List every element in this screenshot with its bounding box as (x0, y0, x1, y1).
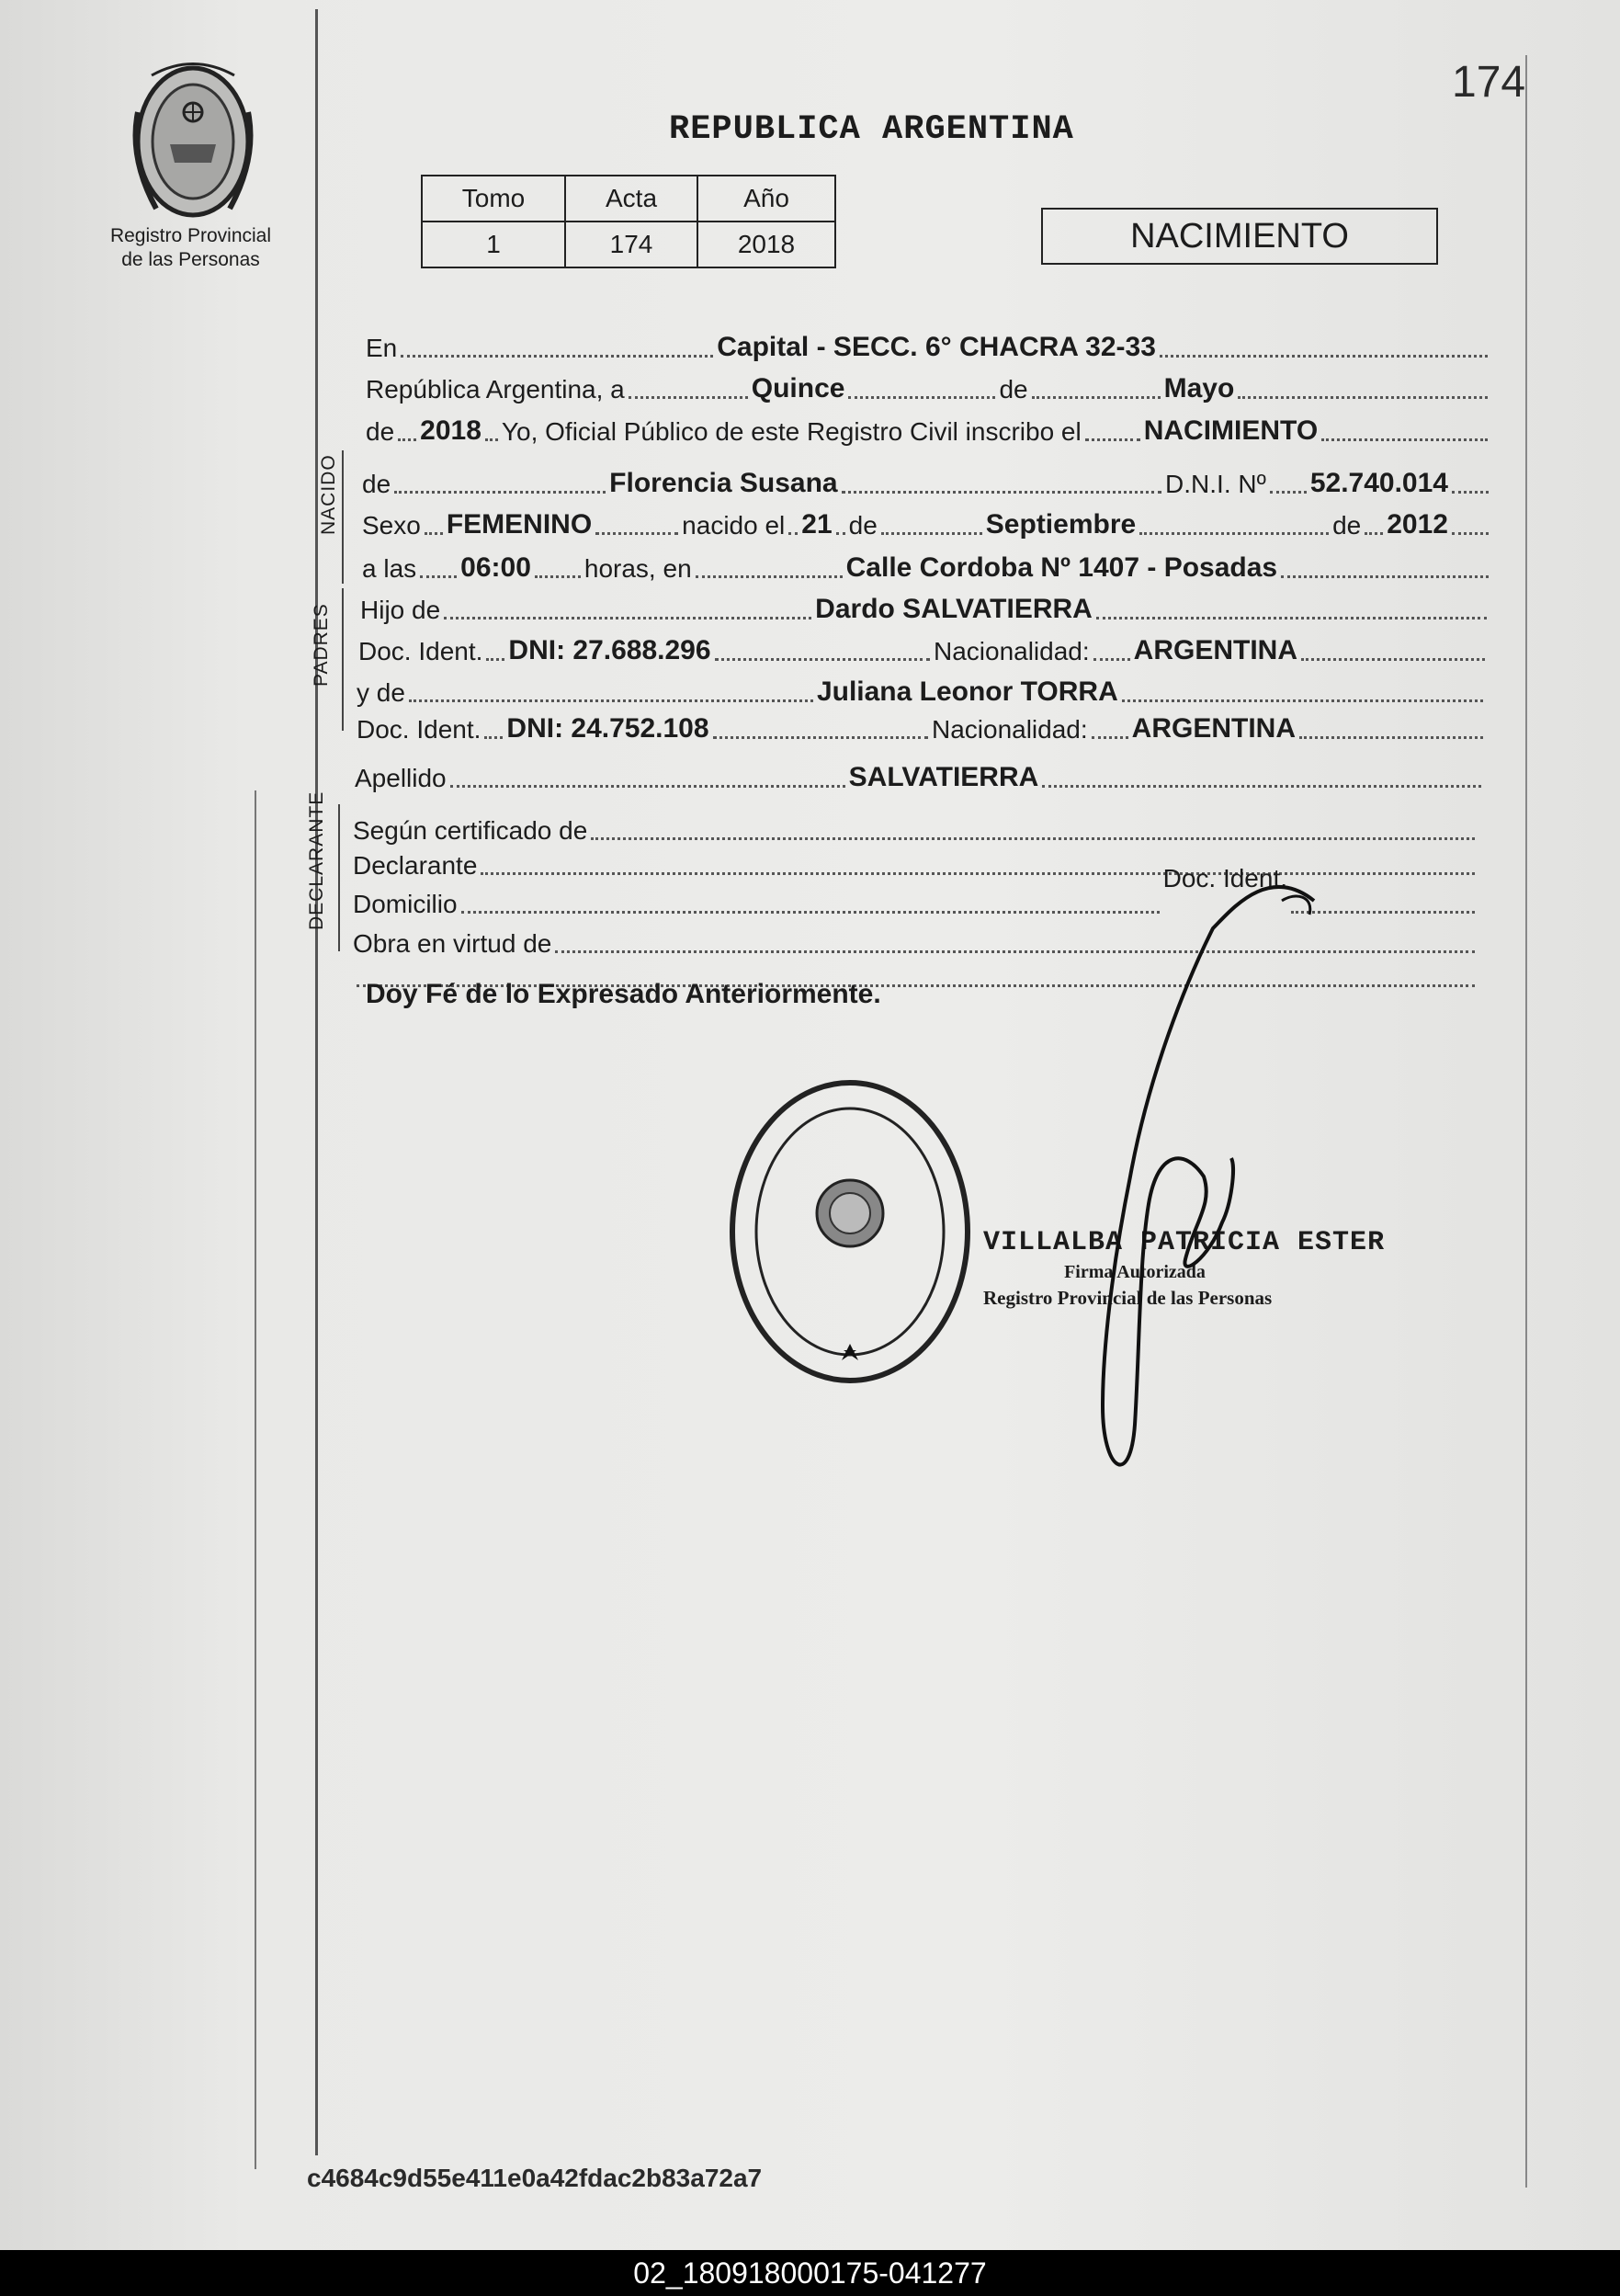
row-apellido (355, 756, 1485, 793)
label-nacionalidad-padre: Nacionalidad: (933, 637, 1090, 665)
label-domicilio: Domicilio (353, 890, 458, 918)
row-padre-doc (358, 630, 1489, 666)
row-hora-lugar (362, 547, 1492, 584)
label-republica: República Argentina, a (366, 375, 625, 404)
anio-value: 2018 (697, 222, 835, 267)
registry-caption (92, 224, 289, 272)
document-hash: c4684c9d55e411e0a42fdac2b83a72a7 (307, 2164, 763, 2192)
value-lugar: Capital - SECC. 6° CHACRA 32-33 (717, 332, 1156, 362)
value-acto: NACIMIENTO (1143, 415, 1319, 446)
footer-id-bar: 02_180918000175-041277 (0, 2250, 1620, 2296)
provincia-misiones-emblem (119, 57, 266, 222)
label-y-de: y de (357, 678, 405, 707)
signatory-name: VILLALBA PATRICIA ESTER (983, 1227, 1386, 1258)
tomo-header: Tomo (422, 176, 565, 222)
side-label-padres: PADRES (311, 603, 332, 687)
row-lugar (366, 326, 1491, 363)
value-padre: Dardo SALVATIERRA (815, 594, 1093, 624)
page-number: 174 (1452, 58, 1526, 107)
value-padre-doc: DNI: 27.688.296 (508, 635, 711, 665)
label-hijo-de: Hijo de (360, 596, 441, 624)
label-apellido: Apellido (355, 764, 447, 792)
registry-caption-line2: de las Personas (121, 249, 260, 270)
value-padre-nacionalidad: ARGENTINA (1133, 635, 1297, 665)
left-margin-line (315, 9, 318, 2155)
value-apellido: SALVATIERRA (848, 762, 1039, 792)
value-mes-nacimiento: Septiembre (985, 509, 1137, 540)
declarante-bracket (338, 804, 340, 951)
label-obra-en-virtud: Obra en virtud de (353, 929, 552, 958)
value-nombre: Florencia Susana (609, 468, 838, 498)
value-dia-inscripcion: Quince (751, 373, 845, 404)
label-yo-oficial: Yo, Oficial Público de este Registro Civil inscribo el (501, 417, 1082, 446)
value-anio-inscripcion: 2018 (420, 415, 481, 446)
label-doc-ident-padre: Doc. Ident. (358, 637, 483, 665)
label-a-las: a las (362, 554, 417, 583)
registry-seal-stamp (726, 1075, 974, 1388)
row-madre (357, 671, 1487, 708)
record-table (421, 175, 836, 268)
acta-value: 174 (565, 222, 697, 267)
label-de-1: de (999, 375, 1028, 404)
signatory-role: Firma Autorizada (1064, 1262, 1206, 1282)
signatory-org: Registro Provincial de las Personas (983, 1287, 1273, 1309)
row-madre-doc (357, 708, 1487, 744)
label-doc-ident-madre: Doc. Ident. (357, 715, 481, 744)
value-anio-nacimiento: 2012 (1387, 509, 1448, 540)
label-doc-ident-declarante: Doc. Ident. (1162, 864, 1287, 892)
value-dni: 52.740.014 (1309, 468, 1448, 498)
label-sexo: Sexo (362, 511, 421, 540)
value-lugar-nacimiento: Calle Cordoba Nº 1407 - Posadas (845, 552, 1278, 583)
label-en: En (366, 334, 398, 362)
label-dni: D.N.I. Nº (1165, 470, 1266, 498)
value-dia-nacimiento: 21 (801, 509, 833, 540)
padres-bracket (342, 588, 344, 731)
value-sexo: FEMENINO (446, 509, 593, 540)
label-nacido-el: nacido el (682, 511, 786, 540)
row-padre (360, 588, 1490, 625)
anio-header: Año (697, 176, 835, 222)
record-type-box: NACIMIENTO (1041, 208, 1438, 265)
closing-statement: Doy Fé de lo Expresado Anteriormente. (366, 979, 881, 1009)
tomo-value: 1 (422, 222, 565, 267)
label-de-3: de (362, 470, 391, 498)
registry-caption-line1: Registro Provincial (109, 225, 272, 246)
label-de-4: de (848, 511, 878, 540)
value-hora: 06:00 (460, 552, 531, 583)
row-nombre (362, 462, 1492, 499)
value-madre-doc: DNI: 24.752.108 (506, 713, 709, 744)
label-nacionalidad-madre: Nacionalidad: (931, 715, 1088, 744)
left-edge-line (255, 790, 256, 2169)
row-sexo-nacimiento (362, 504, 1492, 540)
document-title: REPUBLICA ARGENTINA (669, 110, 1074, 149)
handwritten-signature (1048, 873, 1351, 1498)
row-segun-certificado (353, 809, 1478, 846)
label-de-5: de (1332, 511, 1362, 540)
label-de-2: de (366, 417, 395, 446)
row-anio-acto (366, 410, 1491, 447)
label-declarante: Declarante (353, 851, 478, 880)
label-segun-certificado: Según certificado de (353, 816, 588, 845)
row-fecha-inscripcion (366, 368, 1491, 404)
right-margin-line (1525, 55, 1527, 2188)
acta-header: Acta (565, 176, 697, 222)
side-label-declarante: DECLARANTE (306, 790, 327, 930)
side-label-nacido: NACIDO (318, 454, 339, 535)
value-madre: Juliana Leonor TORRA (816, 676, 1118, 707)
nacido-bracket (342, 450, 344, 584)
value-madre-nacionalidad: ARGENTINA (1131, 713, 1296, 744)
label-horas-en: horas, en (583, 554, 692, 583)
value-mes-inscripcion: Mayo (1163, 373, 1235, 404)
